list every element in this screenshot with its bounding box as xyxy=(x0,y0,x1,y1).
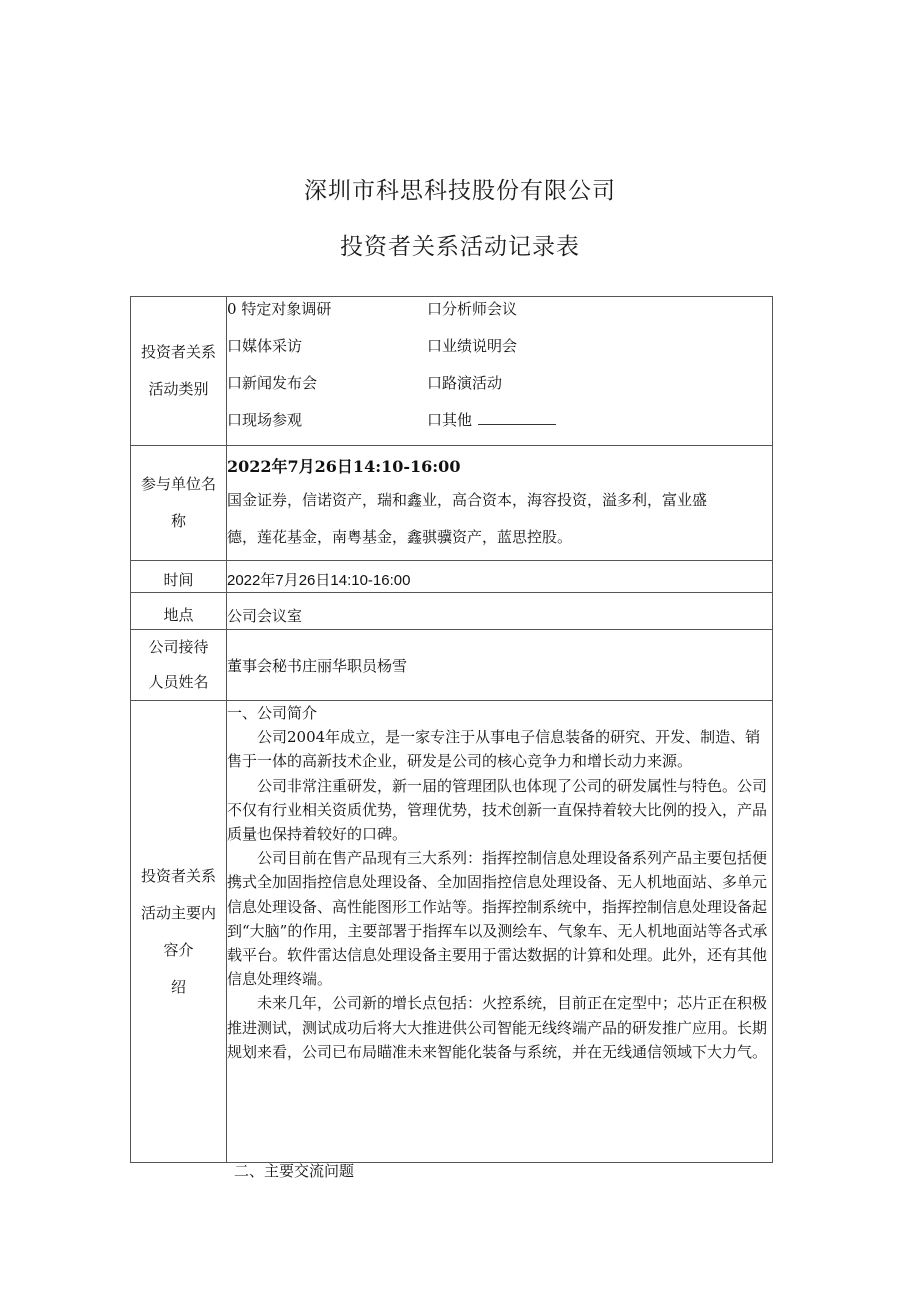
time-value: 2022年7月26日14:10-16:00 xyxy=(227,561,773,593)
content-paragraph: 公司非常注重研发，新一届的管理团队也体现了公司的研发属性与特色。公司不仅有行业相关资质优势，管理优势，技术创新一直保持着较大比例的投入，产品质量也保持着较好的口碑。 xyxy=(227,776,768,844)
option-site-visit[interactable] xyxy=(227,408,427,445)
row-time xyxy=(131,561,773,593)
participants-value xyxy=(227,446,773,561)
label-line: 人员姓名 xyxy=(148,673,209,691)
participants-orgs-line: 国金证券，信诺资产，瑞和鑫业，高合资本，海容投资，溢多利，富业盛 xyxy=(227,491,708,509)
main-content-label xyxy=(131,701,227,1163)
option-label: 特定对象调研 xyxy=(241,300,332,318)
label-line: 活动类别 xyxy=(148,380,209,398)
row-location xyxy=(131,593,773,630)
option-media-interview[interactable] xyxy=(227,334,427,371)
document-title: 投资者关系活动记录表 xyxy=(340,234,580,260)
option-earnings-call[interactable] xyxy=(427,334,772,371)
label-line: 容介 xyxy=(163,940,194,959)
checkbox-icon[interactable]: 口 xyxy=(227,411,243,429)
activity-type-options xyxy=(227,297,773,446)
checkbox-icon[interactable]: 口 xyxy=(427,337,443,355)
main-content-value xyxy=(227,701,773,1163)
participants-date: 2022年7月26日14:10-16:00 xyxy=(227,457,461,476)
other-blank-field[interactable] xyxy=(478,410,556,425)
time-label: 时间 xyxy=(131,561,227,593)
location-value: 公司会议室 xyxy=(227,593,773,630)
record-table xyxy=(130,296,773,1163)
option-label: 现场参观 xyxy=(242,411,303,429)
option-roadshow[interactable] xyxy=(427,371,772,408)
content-paragraph: 公司目前在售产品现有三大系列：指挥控制信息处理设备系列产品主要包括便携式全加固指控信息处理设备、全加固指控信息处理设备、无人机地面站、多单元信息处理设备、高性能图形工作站等。指挥控制系统中，指挥控制信息处理设备起到“大脑”的作用，主要部署于指挥车以及测绘车、气象车、无人机地面站等各式承载平台。软件雷达信息处理设备主要用于雷达数据的计算和处理。此外，还有其他信息处理终端。 xyxy=(227,849,768,989)
content-paragraph: 未来几年，公司新的增长点包括：火控系统，目前正在定型中；芯片正在积极推进测试，测试成功后将大大推进供公司智能无线终端产品的研发推广应用。长期规划来看，公司已布局瞄准未来智能化装备与系统，并在无线通信领域下大力气。 xyxy=(227,994,768,1061)
checkbox-mark[interactable]: 0 xyxy=(227,300,237,318)
row-participants xyxy=(131,446,773,561)
section-heading: 一、公司简介 xyxy=(227,704,318,722)
next-section-heading: 二、主要交流问题 xyxy=(234,1162,355,1180)
reception-value: 董事会秘书庄丽华职员杨雪 xyxy=(227,630,773,701)
reception-label xyxy=(131,630,227,701)
activity-type-label xyxy=(131,297,227,446)
option-label: 分析师会议 xyxy=(442,300,518,318)
option-label: 业绩说明会 xyxy=(442,337,518,355)
label-line: 称 xyxy=(170,512,186,530)
option-label: 其他 xyxy=(442,411,473,429)
content-paragraph: 公司2004年成立，是一家专注于从事电子信息装备的研究、开发、制造、销售于一体的高新技术企业，研发是公司的核心竞争力和增长动力来源。 xyxy=(227,728,761,771)
label-line: 公司接待 xyxy=(148,638,209,656)
option-analyst-meeting[interactable] xyxy=(427,297,772,334)
row-main-content xyxy=(131,701,773,1163)
participants-label xyxy=(131,446,227,561)
option-label: 路演活动 xyxy=(442,374,503,392)
location-label: 地点 xyxy=(131,593,227,630)
checkbox-icon[interactable]: 口 xyxy=(427,374,443,392)
participants-orgs-line: 德，莲花基金，南粤基金，鑫骐骥资产，蓝思控股。 xyxy=(227,528,573,546)
option-specific-research[interactable] xyxy=(227,297,427,334)
company-name: 深圳市科思科技股份有限公司 xyxy=(304,178,616,204)
option-press-conference[interactable] xyxy=(227,371,427,408)
label-line: 投资者关系 xyxy=(140,866,216,885)
checkbox-icon[interactable]: 口 xyxy=(227,374,243,392)
option-label: 新闻发布会 xyxy=(242,374,318,392)
checkbox-icon[interactable]: 口 xyxy=(427,411,443,429)
checkbox-icon[interactable]: 口 xyxy=(427,300,443,318)
option-label: 媒体采访 xyxy=(242,337,303,355)
label-line: 投资者关系 xyxy=(140,343,216,361)
row-activity-type xyxy=(131,297,773,446)
label-line: 绍 xyxy=(170,977,186,996)
label-line: 活动主要内 xyxy=(140,903,216,922)
option-other[interactable] xyxy=(427,408,772,445)
row-reception xyxy=(131,630,773,701)
label-line: 参与单位名 xyxy=(140,475,216,493)
checkbox-icon[interactable]: 口 xyxy=(227,337,243,355)
